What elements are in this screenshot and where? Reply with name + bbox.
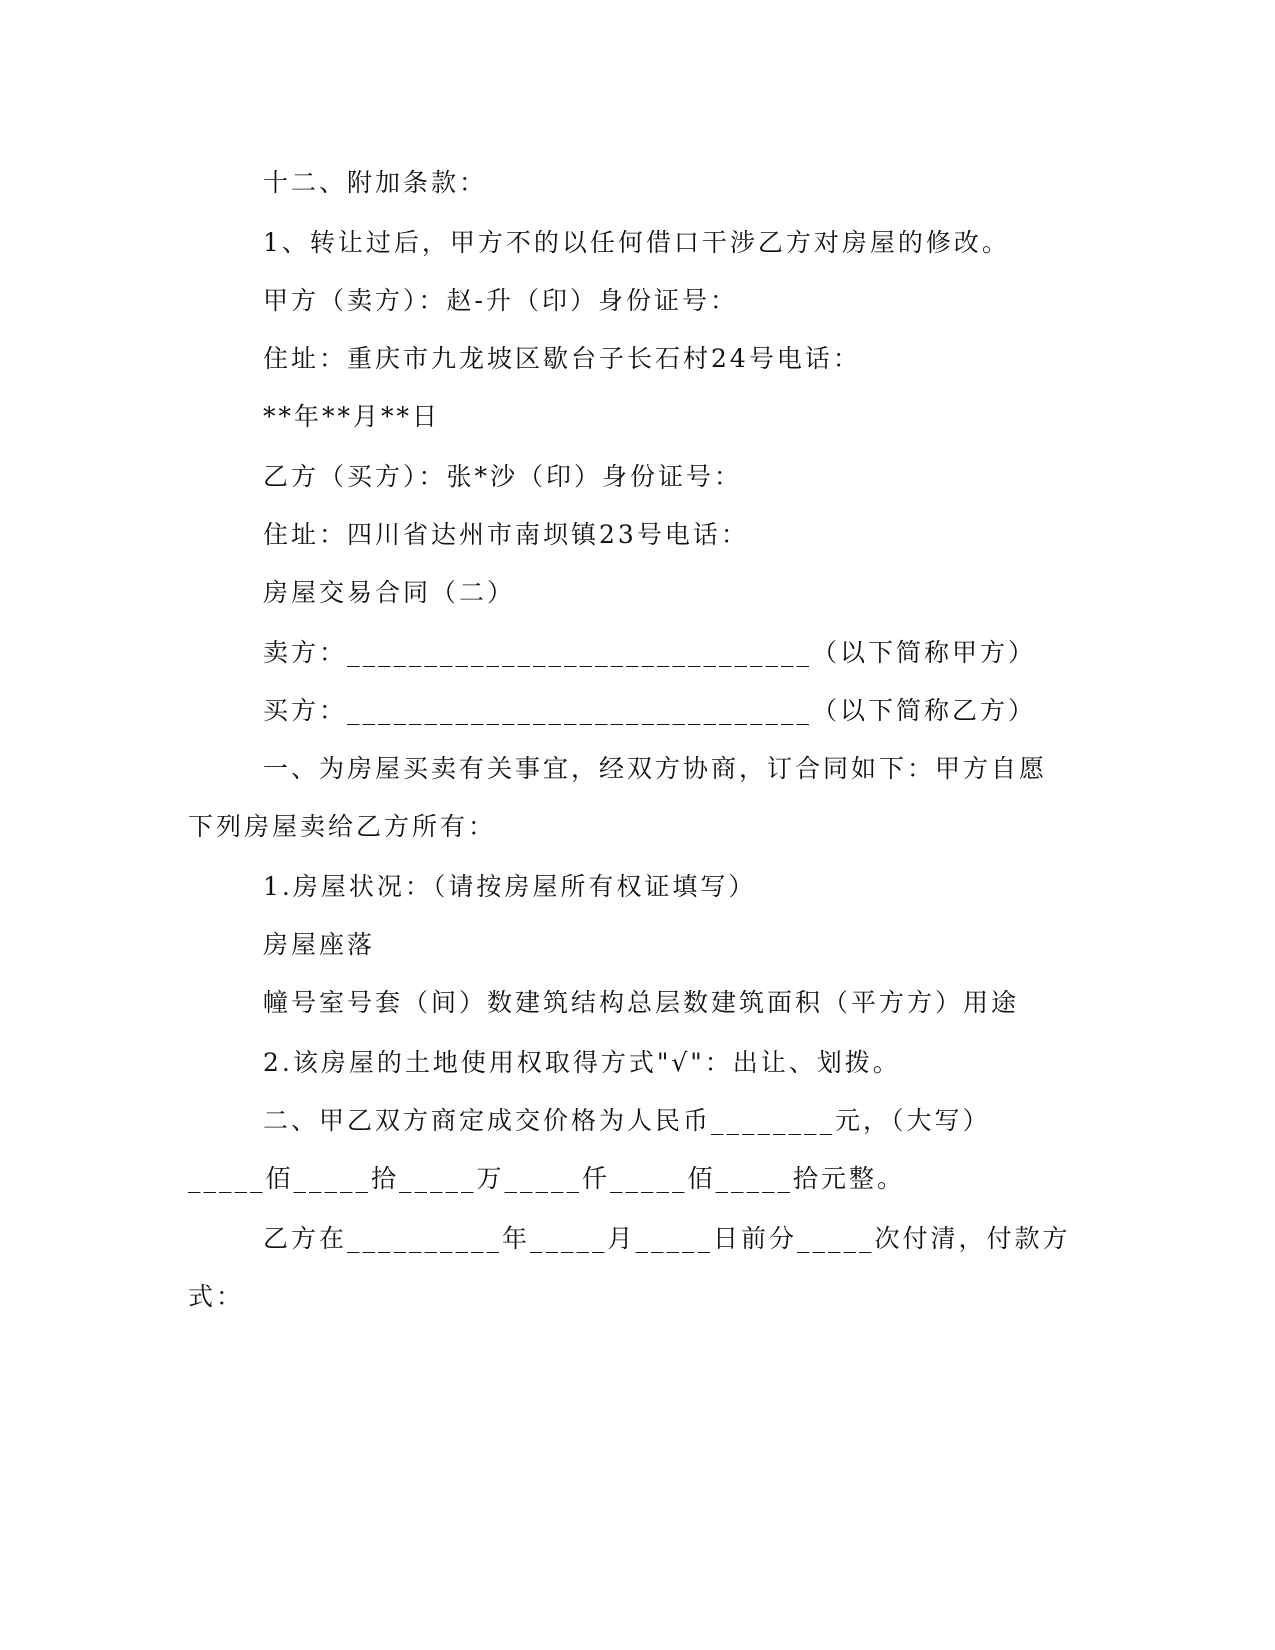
clause-12-item-1: 1、转让过后，甲方不的以任何借口干涉乙方对房屋的修改。 [263, 228, 1010, 257]
article-1-line-2: 下列房屋卖给乙方所有： [188, 812, 497, 841]
party-a-address: 住址：重庆市九龙坡区歇台子长石村24号电话： [263, 344, 861, 373]
payment-line-2: 式： [188, 1282, 245, 1311]
party-b-line: 乙方（买方）：张*沙（印）身份证号： [263, 462, 743, 491]
signing-date: **年**月**日 [263, 402, 441, 431]
buyer-line: 买方：______________________________（以下简称乙方） [263, 696, 1037, 725]
contract-2-title: 房屋交易合同（二） [263, 578, 516, 607]
article-2-line-1: 二、甲乙双方商定成交价格为人民币________元，（大写） [263, 1106, 991, 1135]
party-b-address: 住址：四川省达州市南坝镇23号电话： [263, 520, 749, 549]
party-a-line: 甲方（卖方）：赵-升（印）身份证号： [263, 286, 738, 315]
payment-line-1: 乙方在__________年_____月_____日前分_____次付清，付款方 [263, 1224, 1071, 1253]
land-use-right: 2.该房屋的土地使用权取得方式"√"：出让、划拨。 [263, 1048, 901, 1077]
property-fields: 幢号室号套（间）数建筑结构总层数建筑面积（平方方）用途 [263, 988, 1020, 1017]
property-status: 1.房屋状况：（请按房屋所有权证填写） [263, 872, 757, 901]
seller-line: 卖方：______________________________（以下简称甲方） [263, 638, 1037, 667]
property-location: 房屋座落 [263, 930, 376, 959]
clause-12-heading: 十二、附加条款： [263, 168, 488, 197]
article-1-line-1: 一、为房屋买卖有关事宜，经双方协商，订合同如下：甲方自愿 [263, 754, 1048, 783]
article-2-line-2: _____佰_____拾_____万_____仟_____佰_____拾元整。 [188, 1164, 906, 1193]
